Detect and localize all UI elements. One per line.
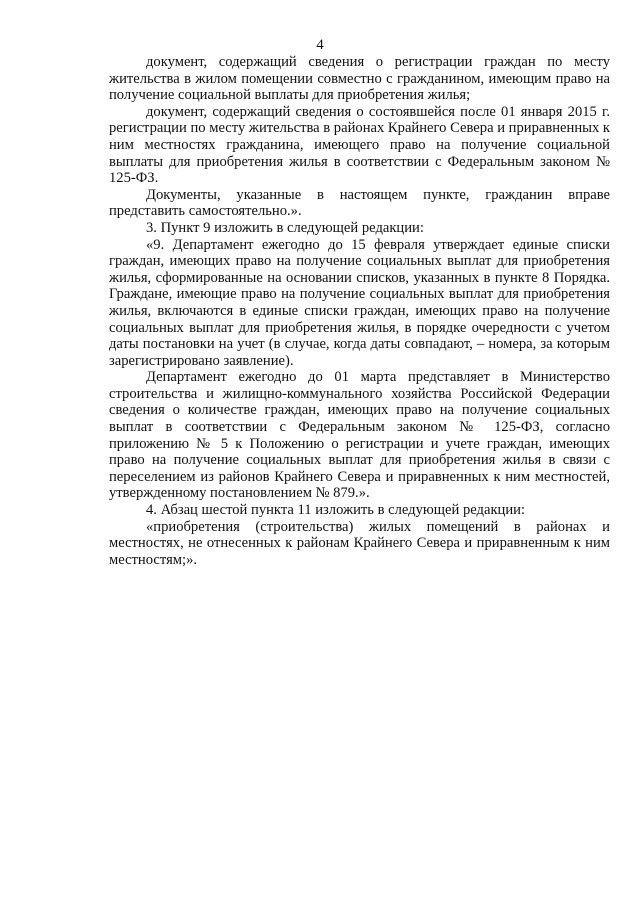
paragraph-registration-document: документ, содержащий сведения о регистрации граждан по месту жительства в жилом помещении совместно с гражданином, имеющим право на получение социальной выплаты для приобретения жилья; xyxy=(109,54,610,104)
paragraph-north-registration-document: документ, содержащий сведения о состоявшейся после 01 января 2015 г. регистрации по месту жительства в районах Крайнего Севера и приравненных к ним местностях гражданина, имеющего право на получение социальной выплаты для приобретения жилья в соответствии с Федеральным законом № 125-ФЗ. xyxy=(109,103,610,187)
paragraph-ministry-report: Департамент ежегодно до 01 марта представляет в Министерство строительства и жилищно-коммунального хозяйства Российской Федерации сведения о количестве граждан, имеющих право на получение социальных выплат в соответствии с Федеральным законом № 125-ФЗ, согласно приложению № 5 к Положению о регистрации и учете граждан, имеющих право на получение социальных выплат для приобретения жилья в связи с переселением из районов Крайнего Севера и приравненных к ним местностей, утвержденному постановлением № 879.». xyxy=(109,369,610,502)
paragraph-item-11-text: «приобретения (строительства) жилых помещений в районах и местностях, не отнесенных к районам Крайнего Севера и приравненным к ним местностям;». xyxy=(109,518,610,568)
document-body xyxy=(109,54,610,568)
page-number: 4 xyxy=(316,37,324,53)
paragraph-item-9-text: «9. Департамент ежегодно до 15 февраля утверждает единые списки граждан, имеющих право на получение социальных выплат для приобретения жилья, сформированные на основании списков, указанных в пункте 8 Порядка. Граждане, имеющие право на получение социальных выплат для приобретения жилья, включаются в единые списки граждан, имеющих право на получение социальных выплат для приобретения жилья, в порядке очередности с учетом даты постановки на учет (в случае, когда даты совпадают, – номера, за которым зарегистрировано заявление). xyxy=(109,236,610,369)
paragraph-item-4-heading: 4. Абзац шестой пункта 11 изложить в следующей редакции: xyxy=(146,502,526,519)
paragraph-documents-self-submission: Документы, указанные в настоящем пункте, гражданин вправе представить самостоятельно.». xyxy=(109,186,610,220)
paragraph-item-3-heading: 3. Пункт 9 изложить в следующей редакции: xyxy=(146,219,424,236)
